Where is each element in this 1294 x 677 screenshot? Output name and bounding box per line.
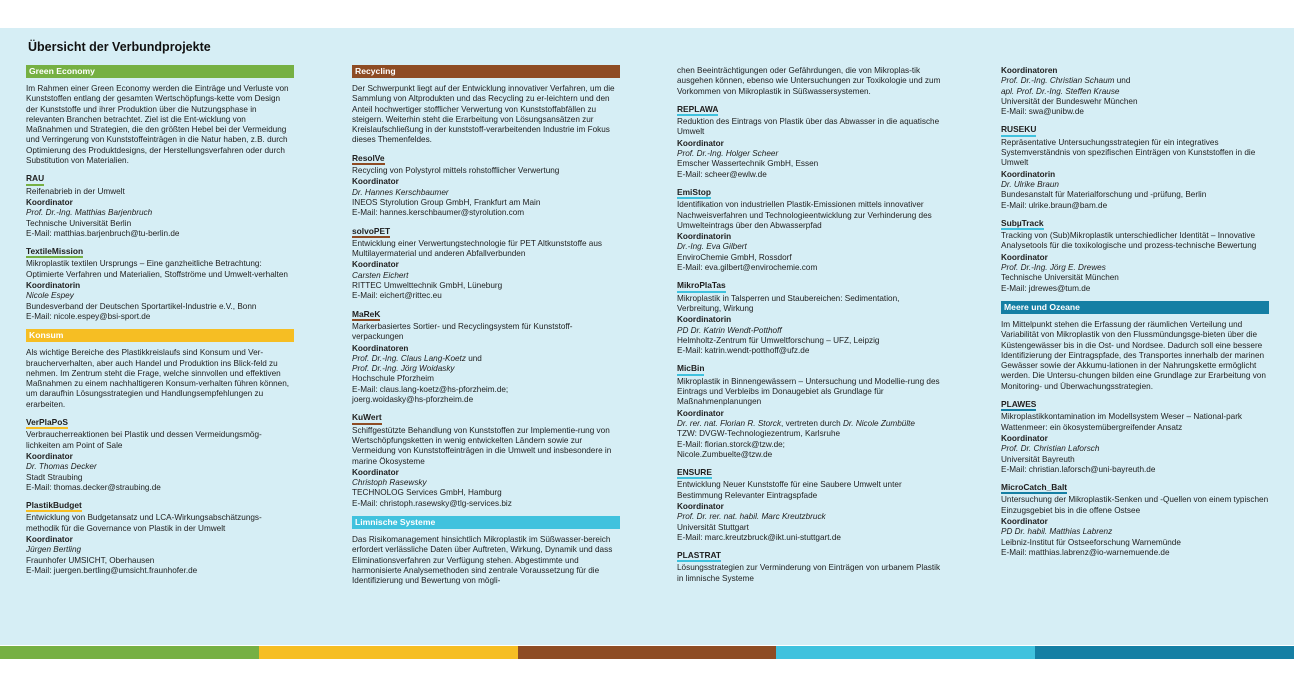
section-header-limnische-systeme: Limnische Systeme (352, 516, 620, 529)
coordinator-title: Koordinator (26, 534, 73, 544)
email: E-Mail: nicole.espey@bsi-sport.de (26, 311, 151, 321)
institution: Bundesanstalt für Materialforschung und -prüfung, Berlin (1001, 190, 1207, 200)
coordinator-name: Dr. Thomas Decker (26, 462, 97, 472)
coordinator-title: Koordinatoren (352, 343, 409, 353)
institution: INEOS Styrolution Group GmbH, Frankfurt am Main (352, 197, 541, 207)
coordinator-title: Koordinator (677, 138, 724, 148)
coordinator-name: Prof. Dr.-Ing. Claus Lang-Koetz (352, 353, 466, 363)
project-solvopet (352, 226, 620, 302)
project-verplapos (26, 417, 294, 493)
project-plastrat (677, 550, 945, 584)
institution: EnviroChemie GmbH, Rossdorf (677, 252, 792, 262)
project-name: SubµTrack (1001, 218, 1044, 230)
project-name: REPLAWA (677, 104, 718, 116)
section-intro-green-economy: Im Rahmen einer Green Economy werden die Einträge und Verluste von Kunststoffen entlang der gesamten Wertschöpfungs-kette vom Design der Kunststoffe und ihrer Produktion über die Nutzungsphase in relevanten Branchen betrachtet. Ziel ist die Ent-wicklung von Maßnahmen und Strategien, die den größten Hebel bei der Vermeidung und Verringerung von Kunststoffeinträgen in die Natur haben, z.B. durch Optimierung des Produktdesigns, der Herstellungsverfahren oder durch Substitution von Materialien. (26, 84, 289, 166)
coordinator-title: Koordinator (26, 197, 73, 207)
institution: Technische Universität München (1001, 273, 1119, 283)
coordinator-joiner: und (465, 353, 482, 363)
coordinator-joiner: und (1114, 76, 1131, 86)
coordinator-name: Christoph Rasewsky (352, 478, 427, 488)
institution: Universität Stuttgart (677, 522, 749, 532)
coordinator-name: PD Dr. habil. Matthias Labrenz (1001, 527, 1113, 537)
column-4 (1001, 65, 1269, 565)
project-name: solvoPET (352, 226, 390, 238)
coordinator-name: Jürgen Bertling (26, 545, 82, 555)
section-header-konsum: Konsum (26, 329, 294, 342)
email: E-Mail: katrin.wendt-potthoff@ufz.de (677, 346, 810, 356)
project-description: Reifenabrieb in der Umwelt (26, 186, 125, 196)
project-description: Recycling von Polystyrol mittels rohstofflicher Verwertung (352, 166, 560, 176)
email: E-Mail: swa@unibw.de (1001, 107, 1084, 117)
project-description: Mikroplastik in Talsperren und Staubereichen: Sedimentation, Verbreitung, Wirkung (677, 293, 900, 313)
institution: Universität Bayreuth (1001, 454, 1075, 464)
project-mikroplatas (677, 280, 945, 356)
institution: TZW: DVGW-Technologiezentrum, Karlsruhe (677, 429, 841, 439)
coordinator-title: Koordinator (1001, 252, 1048, 262)
project-name: ENSURE (677, 467, 712, 479)
coordinator-title: Koordinatorin (677, 315, 732, 325)
overview-sheet (0, 28, 1294, 645)
project-name: TextileMission (26, 246, 83, 258)
project-subutrack (1001, 218, 1269, 294)
email: E-Mail: eichert@rittec.eu (352, 291, 442, 301)
institution: Leibniz-Institut für Ostseeforschung Warnemünde (1001, 537, 1181, 547)
institution: Stadt Straubing (26, 472, 83, 482)
institution: Hochschule Pforzheim (352, 374, 434, 384)
coordinator-name: Prof. Dr.-Ing. Christian Schaum (1001, 76, 1115, 86)
section-header-recycling: Recycling (352, 65, 620, 78)
coordinator-name: Prof. Dr.-Ing. Matthias Barjenbruch (26, 208, 153, 218)
project-resolve (352, 153, 620, 219)
institution: RITTEC Umwelttechnik GmbH, Lüneburg (352, 281, 503, 291)
project-marek (352, 309, 620, 406)
email: E-Mail: christoph.rasewsky@tlg-services.biz (352, 498, 512, 508)
coordinator-title: Koordinatorin (26, 281, 81, 291)
email-2: Nicole.Zumbuelte@tzw.de (677, 449, 773, 459)
coordinator-title: Koordinatoren (1001, 66, 1058, 75)
coordinator-name: Carsten Eichert (352, 270, 409, 280)
page-title: Übersicht der Verbundprojekte (28, 40, 211, 54)
project-description: Lösungsstrategien zur Verminderung von Einträgen von urbanem Plastik in limnische Systeme (677, 563, 941, 583)
project-kuwert (352, 412, 620, 509)
color-bar (0, 646, 1294, 659)
project-micbin (677, 363, 945, 460)
color-bar-brown (518, 646, 777, 659)
project-description: Mikroplastikkontamination im Modellsystem Weser – National-park Wattenmeer: ein ökosystemübergreifender Ansatz (1001, 412, 1243, 432)
project-name: PLAWES (1001, 399, 1036, 411)
color-bar-cyan (776, 646, 1035, 659)
institution: Universität der Bundeswehr München (1001, 96, 1138, 106)
project-name: RAU (26, 173, 44, 185)
section-intro-meere-und-ozeane: Im Mittelpunkt stehen die Erfassung der räumlichen Verteilung und Variabilität von Mikroplastik von den Flussmündungsge-bieten über die Küstengewässer bis in die Ost- und Nordsee. Dadurch soll eine bessere Identifizierung der Eintragspfade, des Transportes innerhalb der marinen Gewässer sowie der Akkumu-lationen in der Nahrungskette ermöglicht werden. Die Untersu-chungen bilden eine Grundlage zur Erarbeitung von Monitoring- und Überwachungsstrategien. (1001, 319, 1266, 391)
coordinator-name: Prof. Dr. Christian Laforsch (1001, 444, 1100, 454)
email: E-Mail: matthias.labrenz@io-warnemuende.de (1001, 547, 1170, 557)
color-bar-yellow (259, 646, 518, 659)
institution: TECHNOLOG Services GmbH, Hamburg (352, 488, 502, 498)
project-plastrat-continued (1001, 66, 1269, 117)
email: E-Mail: thomas.decker@straubing.de (26, 482, 161, 492)
section-header-meere-und-ozeane: Meere und Ozeane (1001, 301, 1269, 314)
coordinator-name-2: Dr. Nicole Zumbülte (842, 418, 915, 428)
project-emistop (677, 187, 945, 273)
email: E-Mail: florian.storck@tzw.de; (677, 439, 785, 449)
email: E-Mail: juergen.bertling@umsicht.fraunhofer.de (26, 565, 198, 575)
coordinator-title: Koordinator (1001, 433, 1048, 443)
project-plawes (1001, 399, 1269, 475)
coordinator-name: Nicole Espey (26, 291, 74, 301)
section-header-green-economy: Green Economy (26, 65, 294, 78)
project-plastikbudget (26, 500, 294, 576)
project-name: VerPlaPoS (26, 417, 68, 429)
coordinator-name: PD Dr. Katrin Wendt-Potthoff (677, 325, 782, 335)
coordinator-name: Prof. Dr.-Ing. Holger Scheer (677, 149, 779, 159)
coordinator-title: Koordinator (677, 501, 724, 511)
email: E-Mail: ulrike.braun@bam.de (1001, 200, 1108, 210)
institution: Helmholtz-Zentrum für Umweltforschung – UFZ, Leipzig (677, 335, 880, 345)
section-intro-continued: chen Beeinträchtigungen oder Gefährdungen, die von Mikroplas-tik ausgehen können, ebenso wie Untersuchungen zur Toxikologie und zum Vorkommen von Mikroplastik in Süßwassersystemen. (677, 66, 941, 96)
project-name: MaReK (352, 309, 380, 321)
institution: Fraunhofer UMSICHT, Oberhausen (26, 555, 155, 565)
coordinator-title: Koordinatorin (677, 232, 732, 242)
email: E-Mail: claus.lang-koetz@hs-pforzheim.de; (352, 384, 509, 394)
coordinator-title: Koordinator (352, 467, 399, 477)
coordinator-title: Koordinator (352, 177, 399, 187)
project-description: Entwicklung einer Verwertungstechnologie für PET Altkunststoffe aus Multilayermaterial und anderen Abfallverbunden (352, 238, 603, 259)
project-name: KuWert (352, 412, 382, 424)
project-description: Untersuchung der Mikroplastik-Senken und -Quellen von einem typischen Einzugsgebiet bis in die offene Ostsee (1001, 495, 1269, 515)
project-textilemission (26, 246, 294, 322)
project-name: PLASTRAT (677, 550, 721, 562)
coordinator-name: Prof. Dr. rer. nat. habil. Marc Kreutzbruck (677, 512, 826, 522)
column-2 (352, 65, 620, 593)
coordinator-title: Koordinator (26, 451, 73, 461)
coordinator-name: Dr.-Ing. Eva Gilbert (677, 242, 747, 252)
email: E-Mail: eva.gilbert@envirochemie.com (677, 263, 818, 273)
coordinator-joiner: , vertreten durch (781, 418, 843, 428)
color-bar-green (0, 646, 259, 659)
project-description: Repräsentative Untersuchungsstrategien für ein integratives Systemverständnis von spezifischen Einträgen von Kunststoffen in die Umwelt (1001, 137, 1256, 168)
email: E-Mail: hannes.kerschbaumer@styrolution.com (352, 208, 525, 218)
project-rau (26, 173, 294, 239)
email: E-Mail: jdrewes@tum.de (1001, 283, 1091, 293)
coordinator-name: Dr. Ulrike Braun (1001, 179, 1059, 189)
email: E-Mail: scheer@ewlw.de (677, 169, 767, 179)
section-intro-recycling: Der Schwerpunkt liegt auf der Entwicklung innovativer Verfahren, um die Sammlung von Altprodukten und das Recycling zu er-leichtern und den Anteil hochwertiger stofflicher Verwertung von Kunststoffabfällen zu steigern. Weiterhin steht die Erarbeitung von Lösungsansätzen zur Kreislaufschließung in der kunststoff-verarbeitenden Industrie im Fokus dieses Themenfeldes. (352, 84, 615, 145)
coordinator-title: Koordinator (1001, 516, 1048, 526)
section-intro-konsum: Als wichtige Bereiche des Plastikkreislaufs sind Konsum und Ver-braucherverhalten, aber auch Handel und Produktion ins Blick-feld zu nehmen. Im Zentrum steht die Frage, welche sinnvollen und effektiven Maßnahmen zu einem nachhaltigeren Konsum-verhalten führen können, um daraufhin Lösungsstrategien und Handlungsempfehlungen zu erarbeiten. (26, 348, 290, 409)
project-description: Entwicklung von Budgetansatz und LCA-Wirkungsabschätzungs-methodik für die Governance von Plastik in der Umwelt (26, 513, 262, 533)
color-bar-blue (1035, 646, 1294, 659)
project-name: EmiStop (677, 187, 711, 199)
project-name: MicBin (677, 363, 704, 375)
project-description: Identifikation von industriellen Plastik-Emissionen mittels innovativer Nachweisverfahren und Technologieentwicklung zur Verhinderung des Umwelteintrags über den Abwasserpfad (677, 200, 932, 230)
project-microcatch-balt (1001, 482, 1269, 558)
coordinator-name-2: apl. Prof. Dr.-Ing. Steffen Krause (1001, 86, 1120, 96)
project-description: Mikroplastik textilen Ursprungs – Eine ganzheitliche Betrachtung: Optimierte Verfahren und Materialien, Stoffströme und Umwelt-verhalten (26, 259, 288, 279)
institution: Technische Universität Berlin (26, 218, 132, 228)
coordinator-name: Dr. Hannes Kerschbaumer (352, 187, 449, 197)
section-intro-limnische-systeme: Das Risikomanagement hinsichtlich Mikroplastik im Süßwasser-bereich erfordert verlässliche Daten über Auftreten, Wirkung, Dynamik und dass Eliminationsverfahren zur Verfügung stehen. Abgestimmte und harmonisierte Analysemethoden sind zentrale Voraussetzung für die Identifizierung und Bewertung von mögli- (352, 534, 613, 586)
project-ensure (677, 467, 945, 543)
email: E-Mail: matthias.barjenbruch@tu-berlin.de (26, 228, 180, 238)
project-description: Entwicklung Neuer Kunststoffe für eine Saubere Umwelt unter Bestimmung Relevanter Eintragspfade (677, 480, 902, 500)
project-name: ResolVe (352, 153, 385, 165)
coordinator-title: Koordinator (677, 408, 724, 418)
project-description: Markerbasiertes Sortier- und Recyclingsystem für Kunststoff-verpackungen (352, 321, 573, 342)
institution: Emscher Wassertechnik GmbH, Essen (677, 159, 819, 169)
project-name: RUSEKU (1001, 124, 1036, 136)
coordinator-name: Dr. rer. nat. Florian R. Storck (677, 418, 782, 428)
project-name: PlastikBudget (26, 500, 82, 512)
column-3 (677, 66, 945, 591)
column-1 (26, 65, 294, 583)
coordinator-name: Prof. Dr.-Ing. Jörg E. Drewes (1001, 263, 1106, 273)
coordinator-title: Koordinatorin (1001, 169, 1056, 179)
project-description: Schiffgestützte Behandlung von Kunststoffen zur Implementie-rung von Wertschöpfungsketten in wenig entwickelten Ländern sowie zur Vermeidung von Kunststoffeinträgen in die Umwelt und insbesondere in marine Ökosysteme (352, 425, 612, 466)
coordinator-title: Koordinator (352, 260, 399, 270)
project-description: Tracking von (Sub)Mikroplastik unterschiedlicher Identität – Innovative Analysetools für die toxikologische und prozess-technische Bewertung (1001, 231, 1257, 251)
email-2: joerg.woidasky@hs-pforzheim.de (352, 395, 474, 405)
project-description: Reduktion des Eintrags von Plastik über das Abwasser in die aquatische Umwelt (677, 117, 940, 137)
email: E-Mail: christian.laforsch@uni-bayreuth.de (1001, 464, 1156, 474)
project-description: Verbraucherreaktionen bei Plastik und dessen Vermeidungsmög-lichkeiten am Point of Sale (26, 430, 262, 450)
project-name: MicroCatch_Balt (1001, 482, 1067, 494)
coordinator-name-2: Prof. Dr.-Ing. Jörg Woidasky (352, 364, 455, 374)
email: E-Mail: marc.kreutzbruck@ikt.uni-stuttgart.de (677, 532, 841, 542)
institution: Bundesverband der Deutschen Sportartikel-Industrie e.V., Bonn (26, 301, 257, 311)
project-ruseku (1001, 124, 1269, 210)
project-name: MikroPlaTas (677, 280, 726, 292)
project-replawa (677, 104, 945, 180)
project-description: Mikroplastik in Binnengewässern – Untersuchung und Modellie-rung des Eintrags und Verbleibs im Donaugebiet als Grundlage für Maßnahmenplanungen (677, 376, 940, 407)
